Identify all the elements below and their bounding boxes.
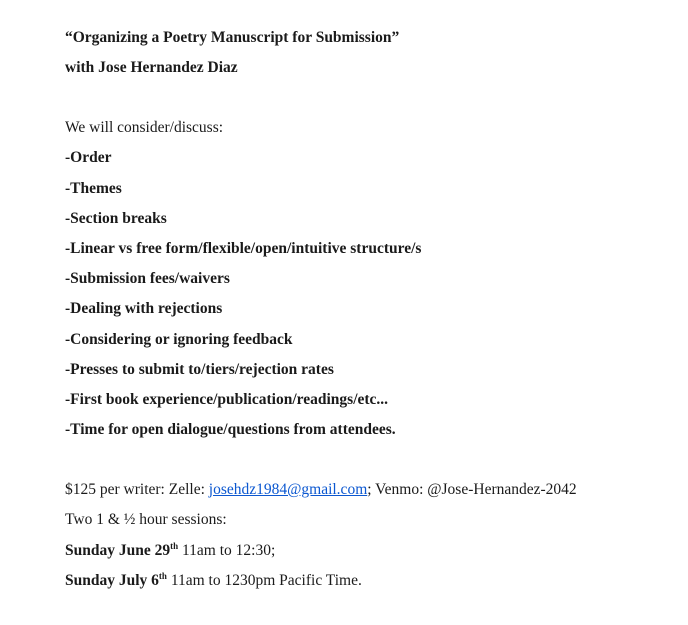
- payment-prefix: $125 per writer: Zelle:: [65, 481, 209, 498]
- title-line-2: with Jose Hernandez Diaz: [65, 59, 238, 76]
- topic-item: -Considering or ignoring feedback: [65, 331, 293, 348]
- payment-suffix: ; Venmo: @Jose-Hernandez-2042: [367, 481, 577, 498]
- session-1: [65, 541, 275, 561]
- topic-item: -Linear vs free form/flexible/open/intuitive structure/s: [65, 240, 422, 257]
- session-2: [65, 571, 362, 591]
- session-2-date: Sunday July 6: [65, 572, 159, 589]
- session-1-time: 11am to 12:30;: [178, 542, 276, 559]
- session-2-ordinal: th: [158, 570, 167, 581]
- intro-text: We will consider/discuss:: [65, 119, 224, 136]
- session-1-ordinal: th: [170, 540, 179, 551]
- topic-item: -Submission fees/waivers: [65, 270, 230, 287]
- topic-item: -Dealing with rejections: [65, 300, 223, 317]
- topic-item: -Presses to submit to/tiers/rejection rates: [65, 361, 334, 378]
- email-link[interactable]: josehdz1984@gmail.com: [208, 481, 368, 498]
- sessions-intro: Two 1 & ½ hour sessions:: [65, 511, 227, 528]
- title-line-1: “Organizing a Poetry Manuscript for Submission”: [65, 29, 400, 46]
- payment-line: [65, 480, 577, 500]
- topic-item: -Section breaks: [65, 210, 167, 227]
- topic-item: -Order: [65, 149, 112, 166]
- topic-item: -Themes: [65, 180, 122, 197]
- topic-item: -Time for open dialogue/questions from attendees.: [65, 421, 396, 438]
- session-2-time: 11am to 1230pm Pacific Time.: [166, 572, 362, 589]
- session-1-date: Sunday June 29: [65, 542, 171, 559]
- topic-item: -First book experience/publication/readings/etc...: [65, 391, 389, 408]
